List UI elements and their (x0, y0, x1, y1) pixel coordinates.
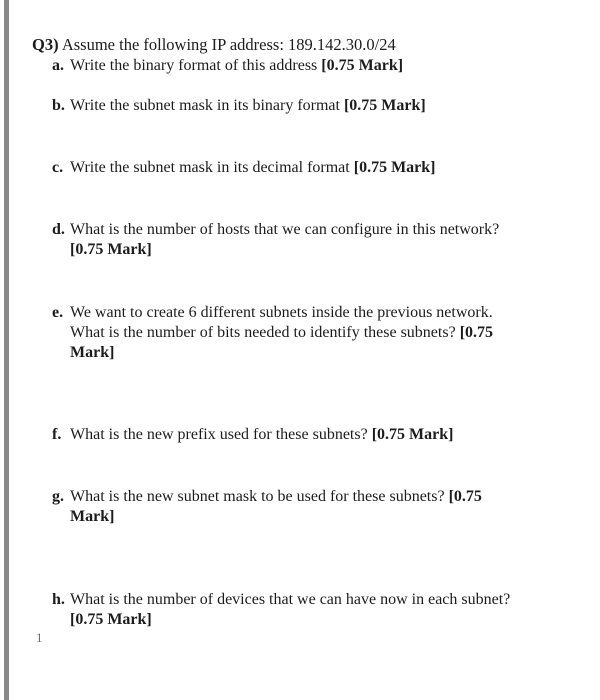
item-letter: e. (52, 304, 64, 321)
item-text: Write the subnet mask in its decimal format (70, 159, 350, 176)
item-text-line2: What is the number of bits needed to identify these subnets? (70, 324, 456, 341)
item-a (52, 56, 572, 76)
item-text: What is the number of devices that we can have now in each subnet? (70, 591, 511, 608)
item-letter: b. (52, 97, 65, 114)
left-margin-rule (4, 0, 9, 700)
item-e (52, 303, 572, 363)
item-letter: c. (52, 159, 64, 176)
item-mark: [0.75 Mark] (70, 241, 152, 258)
question-header (32, 35, 396, 55)
item-mark: [0.75 Mark] (353, 159, 436, 176)
item-g (52, 487, 572, 527)
item-text: What is the number of hosts that we can configure in this network? (70, 221, 500, 238)
item-text: Write the binary format of this address (70, 57, 318, 74)
item-letter: h. (52, 591, 65, 608)
page-number: 1 (36, 630, 43, 645)
item-letter: d. (52, 221, 65, 238)
item-h (52, 590, 572, 630)
item-text: What is the new subnet mask to be used for these subnets? (70, 488, 445, 505)
item-letter: g. (52, 488, 64, 505)
item-mark-continued: Mark] (70, 508, 115, 525)
item-text: We want to create 6 different subnets inside the previous network. (70, 304, 493, 321)
item-c (52, 158, 572, 178)
item-mark: [0.75 (459, 324, 494, 341)
item-letter: a. (52, 57, 64, 74)
question-label: Q3) (32, 35, 59, 54)
item-text: Write the subnet mask in its binary format (70, 97, 340, 114)
item-letter: f. (52, 426, 62, 443)
item-mark: [0.75 Mark] (343, 97, 426, 114)
item-mark: [0.75 (448, 488, 482, 505)
item-d (52, 220, 572, 260)
item-mark-continued: Mark] (70, 344, 115, 361)
item-f (52, 425, 572, 445)
item-mark: [0.75 Mark] (371, 426, 454, 443)
item-mark: [0.75 Mark] (70, 611, 152, 628)
item-b (52, 96, 572, 116)
item-text-continued (52, 323, 572, 343)
question-text: Assume the following IP address: 189.142.30.0/24 (61, 35, 396, 54)
item-mark: [0.75 Mark] (321, 57, 404, 74)
item-text: What is the new prefix used for these subnets? (70, 426, 368, 443)
